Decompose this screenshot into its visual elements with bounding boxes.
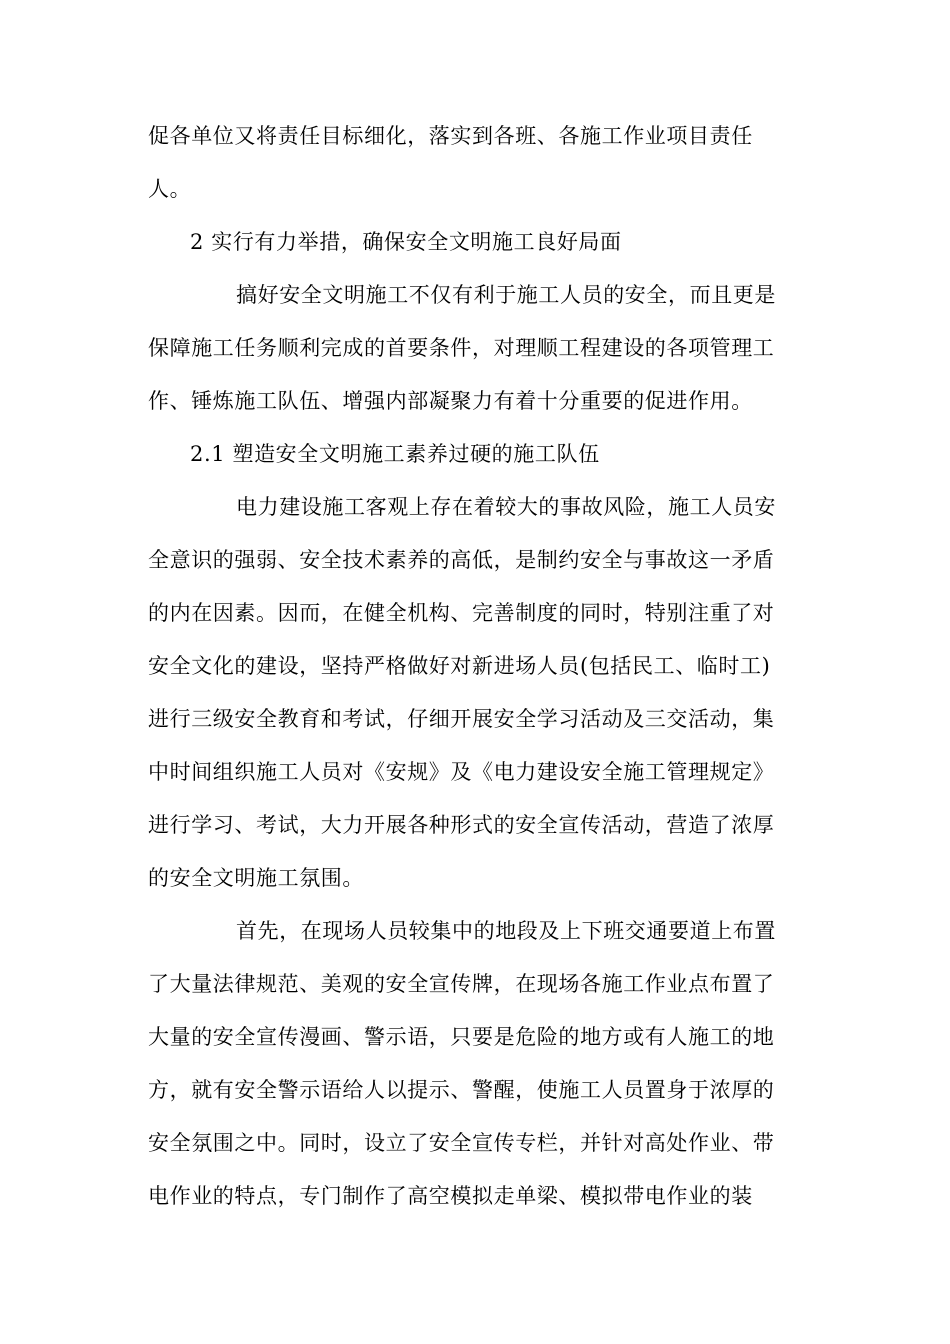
text-line-1: 促各单位又将责任目标细化，落实到各班、各施工作业项目责任 [148, 124, 753, 148]
text-line-6: 作、锤炼施工队伍、增强内部凝聚力有着十分重要的促进作用。 [148, 389, 753, 413]
text-line-15: 的安全文明施工氛围。 [148, 866, 364, 890]
text-line-12: 进行三级安全教育和考试，仔细开展安全学习活动及三交活动，集 [148, 707, 775, 731]
section-heading-2: 2 实行有力举措，确保安全文明施工良好局面 [190, 230, 622, 254]
text-line-5: 保障施工任务顺利完成的首要条件，对理顺工程建设的各项管理工 [148, 336, 775, 360]
text-line-10: 的内在因素。因而，在健全机构、完善制度的同时，特别注重了对 [148, 601, 775, 625]
text-line-21: 电作业的特点，专门制作了高空模拟走单梁、模拟带电作业的装 [148, 1184, 753, 1208]
section-heading-2-1: 2.1 塑造安全文明施工素养过硬的施工队伍 [190, 442, 600, 466]
text-line-17: 了大量法律规范、美观的安全宣传牌，在现场各施工作业点布置了 [148, 972, 775, 996]
text-line-16: 首先，在现场人员较集中的地段及上下班交通要道上布置 [236, 919, 776, 943]
text-line-14: 进行学习、考试，大力开展各种形式的安全宣传活动，营造了浓厚 [148, 813, 775, 837]
text-line-18: 大量的安全宣传漫画、警示语，只要是危险的地方或有人施工的地 [148, 1025, 775, 1049]
text-line-13: 中时间组织施工人员对《安规》及《电力建设安全施工管理规定》 [148, 760, 775, 784]
text-line-8: 电力建设施工客观上存在着较大的事故风险，施工人员安 [236, 495, 776, 519]
text-line-9: 全意识的强弱、安全技术素养的高低，是制约安全与事故这一矛盾 [148, 548, 775, 572]
text-line-2: 人。 [148, 177, 192, 201]
text-line-20: 安全氛围之中。同时，设立了安全宣传专栏，并针对高处作业、带 [148, 1131, 775, 1155]
text-line-19: 方，就有安全警示语给人以提示、警醒，使施工人员置身于浓厚的 [148, 1078, 775, 1102]
text-line-4: 搞好安全文明施工不仅有利于施工人员的安全，而且更是 [236, 283, 776, 307]
text-line-11: 安全文化的建设，坚持严格做好对新进场人员(包括民工、临时工) [148, 654, 771, 678]
